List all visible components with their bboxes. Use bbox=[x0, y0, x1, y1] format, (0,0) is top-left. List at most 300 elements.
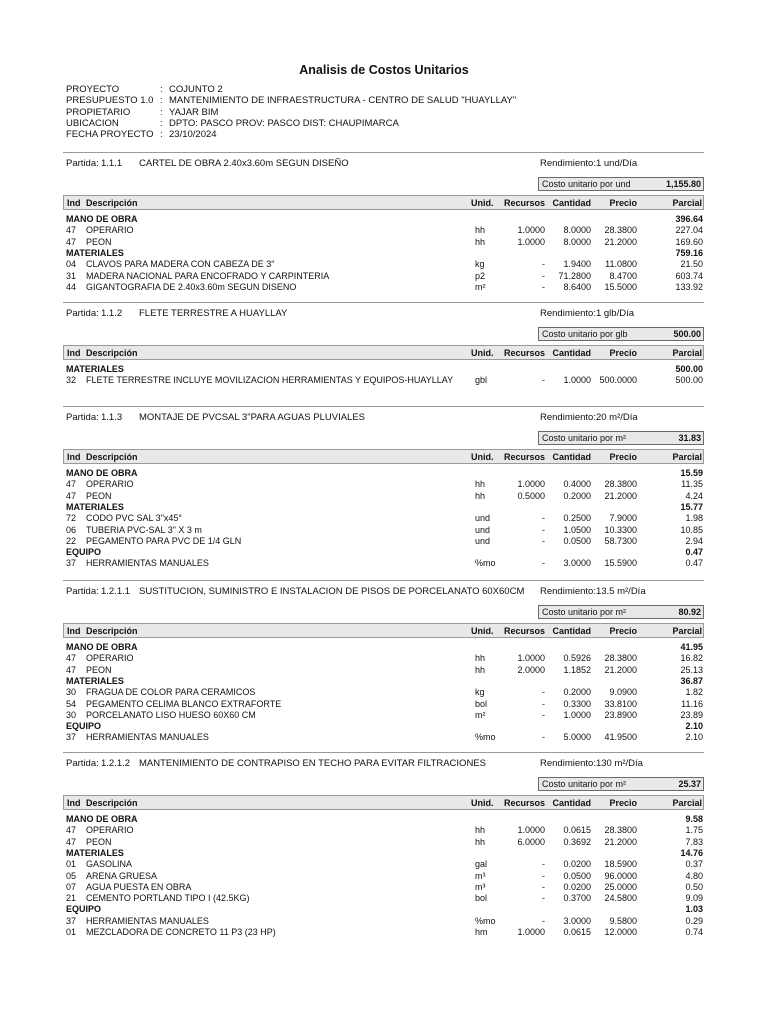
item-precio: 28.3800 bbox=[604, 825, 637, 836]
item-precio: 23.8900 bbox=[604, 709, 637, 720]
item-description: PEON bbox=[86, 664, 112, 675]
partida-heading bbox=[66, 412, 365, 423]
col-precio: Precio bbox=[609, 626, 637, 636]
item-unit: hh bbox=[475, 225, 486, 236]
meta-row bbox=[66, 95, 516, 106]
item-ind: 30 bbox=[66, 709, 77, 720]
col-cantidad: Cantidad bbox=[552, 348, 591, 358]
col-ind: Ind bbox=[67, 452, 81, 462]
meta-value: COJUNTO 2 bbox=[169, 84, 223, 95]
item-precio: 21.2000 bbox=[604, 664, 637, 675]
item-ind: 37 bbox=[66, 732, 77, 743]
item-parcial: 0.37 bbox=[685, 859, 703, 870]
unit-cost-label: Costo unitario por m² bbox=[542, 433, 627, 443]
item-unit: %mo bbox=[475, 732, 496, 743]
item-description: AGUA PUESTA EN OBRA bbox=[86, 881, 192, 892]
group-name: MANO DE OBRA bbox=[66, 468, 138, 478]
item-cantidad: 0.0500 bbox=[563, 870, 591, 881]
meta-label: PRESUPUESTO 1.0 bbox=[66, 95, 154, 107]
col-unid: Unid. bbox=[471, 348, 494, 358]
meta-label: UBICACION bbox=[66, 117, 119, 129]
unit-cost-box bbox=[538, 431, 704, 445]
item-recursos: 6.0000 bbox=[517, 836, 545, 847]
item-cantidad: 8.0000 bbox=[563, 236, 591, 247]
group-subtotal: 396.64 bbox=[675, 214, 703, 224]
partida-code: 1.1.3 bbox=[101, 412, 123, 423]
table-header bbox=[63, 345, 704, 360]
col-recursos: Recursos bbox=[503, 452, 545, 462]
item-parcial: 0.47 bbox=[685, 558, 703, 569]
meta-colon: : bbox=[160, 106, 163, 118]
item-precio: 7.9000 bbox=[609, 513, 637, 524]
item-recursos: - bbox=[542, 281, 545, 292]
col-parcial: Parcial bbox=[672, 798, 702, 808]
item-description: MADERA NACIONAL PARA ENCOFRADO Y CARPINTERIA bbox=[86, 270, 330, 281]
item-ind: 44 bbox=[66, 281, 77, 292]
item-precio: 15.5000 bbox=[604, 281, 637, 292]
item-recursos: - bbox=[542, 893, 545, 904]
item-cantidad: 71.2800 bbox=[558, 270, 591, 281]
item-cantidad: 0.2500 bbox=[563, 513, 591, 524]
item-cantidad: 0.4000 bbox=[563, 479, 591, 490]
meta-value: YAJAR BIM bbox=[169, 106, 219, 118]
group-name: MANO DE OBRA bbox=[66, 814, 138, 824]
table-row bbox=[0, 479, 768, 490]
item-description: PEGAMENTO CELIMA BLANCO EXTRAFORTE bbox=[86, 698, 282, 709]
meta-label: FECHA PROYECTO bbox=[66, 129, 154, 141]
item-precio: 21.2000 bbox=[604, 836, 637, 847]
item-unit: p2 bbox=[475, 270, 486, 281]
group-name: MATERIALES bbox=[66, 501, 124, 512]
item-precio: 11.0800 bbox=[605, 259, 637, 270]
item-cantidad: 0.2000 bbox=[563, 687, 591, 698]
group-subtotal: 41.95 bbox=[680, 642, 703, 652]
partida-rendimiento: Rendimiento:1 und/Día bbox=[540, 158, 638, 169]
item-ind: 47 bbox=[66, 225, 77, 236]
col-parcial: Parcial bbox=[672, 626, 702, 636]
meta-row bbox=[66, 107, 516, 118]
item-ind: 47 bbox=[66, 479, 77, 490]
partida-separator bbox=[63, 406, 704, 407]
item-precio: 96.0000 bbox=[604, 870, 637, 881]
item-recursos: 0.5000 bbox=[517, 490, 545, 501]
table-row bbox=[0, 732, 768, 743]
col-unid: Unid. bbox=[471, 798, 494, 808]
col-recursos: Recursos bbox=[503, 198, 545, 208]
item-ind: 32 bbox=[66, 375, 77, 386]
group-subtotal: 2.10 bbox=[685, 721, 703, 732]
group-subtotal: 1.03 bbox=[685, 904, 703, 915]
item-recursos: - bbox=[542, 558, 545, 569]
group-name: EQUIPO bbox=[66, 547, 102, 558]
item-precio: 33.8100 bbox=[604, 698, 637, 709]
partida-code: 1.1.2 bbox=[101, 308, 123, 319]
item-precio: 18.5900 bbox=[604, 859, 637, 870]
partida-heading bbox=[66, 758, 486, 769]
table-header bbox=[63, 795, 704, 810]
meta-value: 23/10/2024 bbox=[169, 129, 217, 141]
item-precio: 15.5900 bbox=[604, 558, 637, 569]
item-description: PEGAMENTO PARA PVC DE 1/4 GLN bbox=[86, 535, 242, 546]
table-row bbox=[0, 665, 768, 676]
table-row bbox=[0, 375, 768, 386]
col-unid: Unid. bbox=[471, 198, 494, 208]
item-unit: hm bbox=[475, 927, 488, 937]
item-ind: 01 bbox=[66, 927, 77, 937]
group-row bbox=[0, 364, 768, 375]
partida-label: Partida: bbox=[66, 308, 99, 319]
unit-cost-label: Costo unitario por m² bbox=[542, 607, 627, 617]
table-row bbox=[0, 687, 768, 698]
partida-heading bbox=[66, 158, 349, 169]
item-precio: 28.3800 bbox=[604, 479, 637, 490]
partida-label: Partida: bbox=[66, 586, 99, 597]
item-cantidad: 3.0000 bbox=[563, 558, 591, 569]
item-recursos: - bbox=[542, 687, 545, 698]
item-parcial: 4.80 bbox=[685, 870, 703, 881]
item-description: OPERARIO bbox=[86, 653, 134, 664]
item-unit: %mo bbox=[475, 558, 496, 569]
group-name: EQUIPO bbox=[66, 904, 102, 915]
table-row bbox=[0, 871, 768, 882]
item-recursos: - bbox=[542, 698, 545, 709]
item-precio: 9.0900 bbox=[609, 687, 637, 698]
col-precio: Precio bbox=[609, 198, 637, 208]
item-recursos: - bbox=[542, 859, 545, 870]
item-unit: hh bbox=[475, 825, 486, 836]
item-parcial: 23.89 bbox=[680, 709, 703, 720]
table-row bbox=[0, 893, 768, 904]
table-header bbox=[63, 449, 704, 464]
item-ind: 05 bbox=[66, 870, 77, 881]
item-recursos: - bbox=[542, 870, 545, 881]
unit-cost-value: 31.83 bbox=[678, 433, 701, 443]
group-subtotal: 36.87 bbox=[680, 675, 703, 686]
item-ind: 47 bbox=[66, 836, 77, 847]
item-ind: 07 bbox=[66, 881, 77, 892]
col-desc: Descripción bbox=[86, 626, 138, 636]
item-ind: 37 bbox=[66, 915, 77, 926]
item-cantidad: 0.0615 bbox=[563, 825, 591, 836]
unit-cost-box bbox=[538, 177, 704, 191]
item-ind: 31 bbox=[66, 270, 77, 281]
item-unit: hh bbox=[475, 664, 486, 675]
item-ind: 06 bbox=[66, 524, 77, 535]
item-description: GASOLINA bbox=[86, 859, 133, 870]
partida-heading bbox=[66, 308, 287, 319]
item-unit: m² bbox=[475, 709, 486, 720]
item-parcial: 1.82 bbox=[685, 687, 703, 698]
table-row bbox=[0, 237, 768, 248]
table-row bbox=[0, 491, 768, 502]
item-cantidad: 3.0000 bbox=[563, 915, 591, 926]
partida-name: SUSTITUCION, SUMINISTRO E INSTALACION DE PISOS DE PORCELANATO 60X60CM bbox=[139, 586, 525, 597]
meta-colon: : bbox=[160, 84, 163, 95]
item-unit: hh bbox=[475, 653, 486, 664]
partida-separator bbox=[63, 752, 704, 753]
table-header bbox=[63, 195, 704, 210]
col-desc: Descripción bbox=[86, 798, 138, 808]
item-parcial: 603.74 bbox=[675, 270, 703, 281]
col-precio: Precio bbox=[609, 348, 637, 358]
item-recursos: 2.0000 bbox=[517, 664, 545, 675]
item-cantidad: 0.3300 bbox=[563, 698, 591, 709]
item-cantidad: 0.0500 bbox=[563, 535, 591, 546]
item-unit: hh bbox=[475, 490, 486, 501]
group-name: EQUIPO bbox=[66, 721, 102, 732]
item-parcial: 7.83 bbox=[685, 836, 703, 847]
col-precio: Precio bbox=[609, 452, 637, 462]
group-row bbox=[0, 642, 768, 653]
col-desc: Descripción bbox=[86, 452, 138, 462]
item-recursos: - bbox=[542, 524, 545, 535]
item-parcial: 169.60 bbox=[675, 236, 703, 247]
item-description: OPERARIO bbox=[86, 225, 134, 236]
group-row bbox=[0, 721, 768, 732]
item-recursos: - bbox=[542, 709, 545, 720]
item-description: CODO PVC SAL 3"x45° bbox=[86, 513, 182, 524]
item-ind: 01 bbox=[66, 859, 77, 870]
item-cantidad: 1.0000 bbox=[563, 375, 591, 386]
unit-cost-value: 80.92 bbox=[678, 607, 701, 617]
item-precio: 10.3300 bbox=[604, 524, 637, 535]
item-cantidad: 0.3692 bbox=[563, 836, 591, 847]
partida-code: 1.2.1.2 bbox=[101, 758, 131, 769]
partida-code: 1.2.1.1 bbox=[101, 586, 131, 597]
item-unit: hh bbox=[475, 479, 486, 490]
col-ind: Ind bbox=[67, 626, 81, 636]
item-recursos: 1.0000 bbox=[517, 653, 545, 664]
partida-separator bbox=[63, 152, 704, 153]
item-cantidad: 0.0200 bbox=[563, 881, 591, 892]
item-ind: 47 bbox=[66, 664, 77, 675]
item-ind: 21 bbox=[66, 893, 77, 904]
group-subtotal: 0.47 bbox=[685, 547, 703, 558]
table-row bbox=[0, 259, 768, 270]
item-recursos: - bbox=[542, 513, 545, 524]
group-name: MATERIALES bbox=[66, 847, 124, 858]
table-header bbox=[63, 623, 704, 638]
item-ind: 47 bbox=[66, 653, 77, 664]
partida-name: MANTENIMIENTO DE CONTRAPISO EN TECHO PARA EVITAR FILTRACIONES bbox=[139, 758, 486, 769]
item-recursos: - bbox=[542, 915, 545, 926]
item-cantidad: 1.0000 bbox=[563, 709, 591, 720]
table-row bbox=[0, 271, 768, 282]
item-parcial: 227.04 bbox=[675, 225, 703, 236]
item-description: MEZCLADORA DE CONCRETO 11 P3 (23 HP) bbox=[86, 927, 276, 937]
meta-row bbox=[66, 129, 516, 140]
unit-cost-box bbox=[538, 605, 704, 619]
item-cantidad: 1.9400 bbox=[563, 259, 591, 270]
item-cantidad: 0.0200 bbox=[563, 859, 591, 870]
item-precio: 28.3800 bbox=[604, 653, 637, 664]
table-row bbox=[0, 859, 768, 870]
group-subtotal: 9.58 bbox=[685, 814, 703, 824]
col-cantidad: Cantidad bbox=[552, 452, 591, 462]
item-unit: hh bbox=[475, 236, 486, 247]
table-row bbox=[0, 916, 768, 927]
item-unit: m³ bbox=[475, 881, 486, 892]
table-row bbox=[0, 699, 768, 710]
col-ind: Ind bbox=[67, 198, 81, 208]
item-parcial: 11.35 bbox=[681, 479, 703, 490]
col-unid: Unid. bbox=[471, 452, 494, 462]
group-name: MATERIALES bbox=[66, 247, 124, 258]
item-description: TUBERIA PVC-SAL 3" X 3 m bbox=[86, 524, 202, 535]
table-row bbox=[0, 837, 768, 848]
item-ind: 72 bbox=[66, 513, 77, 524]
col-parcial: Parcial bbox=[672, 452, 702, 462]
partida-code: 1.1.1 bbox=[101, 158, 123, 169]
item-precio: 41.9500 bbox=[604, 732, 637, 743]
item-recursos: - bbox=[542, 270, 545, 281]
group-name: MATERIALES bbox=[66, 364, 124, 374]
project-meta bbox=[66, 84, 516, 140]
item-precio: 58.7300 bbox=[604, 535, 637, 546]
item-parcial: 0.50 bbox=[685, 881, 703, 892]
item-precio: 8.4700 bbox=[609, 270, 637, 281]
item-parcial: 9.09 bbox=[685, 893, 703, 904]
item-recursos: 1.0000 bbox=[517, 236, 545, 247]
meta-row bbox=[66, 84, 516, 95]
item-description: ARENA GRUESA bbox=[86, 870, 158, 881]
item-unit: und bbox=[475, 524, 491, 535]
meta-value: DPTO: PASCO PROV: PASCO DIST: CHAUPIMARCA bbox=[169, 117, 399, 129]
partida-name: FLETE TERRESTRE A HUAYLLAY bbox=[139, 308, 288, 319]
partida-separator bbox=[63, 580, 704, 581]
item-recursos: 1.0000 bbox=[517, 927, 545, 937]
partida-separator bbox=[63, 302, 704, 303]
col-cantidad: Cantidad bbox=[552, 798, 591, 808]
unit-cost-value: 25.37 bbox=[678, 779, 701, 789]
group-name: MANO DE OBRA bbox=[66, 642, 138, 652]
item-precio: 500.0000 bbox=[599, 375, 637, 386]
item-unit: und bbox=[475, 513, 491, 524]
partida-rendimiento: Rendimiento:1 glb/Día bbox=[540, 308, 634, 319]
group-name: MANO DE OBRA bbox=[66, 214, 138, 224]
table-row bbox=[0, 558, 768, 569]
meta-value: MANTENIMIENTO DE INFRAESTRUCTURA - CENTRO DE SALUD "HUAYLLAY" bbox=[169, 95, 517, 107]
partida-heading bbox=[66, 586, 524, 597]
item-description: PORCELANATO LISO HUESO 60X60 CM bbox=[86, 709, 256, 720]
item-ind: 47 bbox=[66, 825, 77, 836]
group-row bbox=[0, 502, 768, 513]
meta-colon: : bbox=[160, 117, 163, 129]
col-precio: Precio bbox=[609, 798, 637, 808]
table-row bbox=[0, 710, 768, 721]
table-row bbox=[0, 282, 768, 293]
item-description: HERRAMIENTAS MANUALES bbox=[86, 915, 209, 926]
partida-label: Partida: bbox=[66, 158, 99, 169]
col-desc: Descripción bbox=[86, 198, 138, 208]
item-unit: bol bbox=[475, 698, 488, 709]
table-row bbox=[0, 525, 768, 536]
table-row bbox=[0, 536, 768, 547]
item-ind: 47 bbox=[66, 236, 77, 247]
item-parcial: 500.00 bbox=[675, 375, 703, 386]
item-cantidad: 8.0000 bbox=[563, 225, 591, 236]
item-parcial: 133.92 bbox=[675, 281, 703, 292]
item-parcial: 10.85 bbox=[680, 524, 703, 535]
item-parcial: 11.16 bbox=[681, 698, 703, 709]
item-parcial: 4.24 bbox=[685, 490, 703, 501]
item-description: FLETE TERRESTRE INCLUYE MOVILIZACION HERRAMIENTAS Y EQUIPOS-HUAYLLAY bbox=[86, 375, 454, 386]
item-description: CLAVOS PARA MADERA CON CABEZA DE 3" bbox=[86, 259, 275, 270]
item-description: CEMENTO PORTLAND TIPO I (42.5KG) bbox=[86, 893, 250, 904]
unit-cost-value: 500.00 bbox=[673, 329, 701, 339]
item-parcial: 2.10 bbox=[685, 732, 703, 743]
item-description: PEON bbox=[86, 490, 112, 501]
meta-colon: : bbox=[160, 95, 163, 107]
group-row bbox=[0, 676, 768, 687]
item-precio: 28.3800 bbox=[604, 225, 637, 236]
meta-colon: : bbox=[160, 129, 163, 141]
item-ind: 47 bbox=[66, 490, 77, 501]
item-description: FRAGUA DE COLOR PARA CERAMICOS bbox=[86, 687, 256, 698]
unit-cost-label: Costo unitario por m² bbox=[542, 779, 627, 789]
item-unit: gal bbox=[475, 859, 488, 870]
item-precio: 21.2000 bbox=[604, 236, 637, 247]
item-recursos: - bbox=[542, 535, 545, 546]
group-row bbox=[0, 814, 768, 825]
partida-rendimiento: Rendimiento:13.5 m²/Día bbox=[540, 586, 646, 597]
item-recursos: - bbox=[542, 732, 545, 743]
group-subtotal: 759.16 bbox=[675, 247, 703, 258]
item-recursos: 1.0000 bbox=[517, 225, 545, 236]
item-cantidad: 0.2000 bbox=[563, 490, 591, 501]
partida-label: Partida: bbox=[66, 412, 99, 423]
item-parcial: 25.13 bbox=[680, 664, 703, 675]
table-row bbox=[0, 513, 768, 524]
item-parcial: 16.82 bbox=[680, 653, 703, 664]
group-name: MATERIALES bbox=[66, 675, 124, 686]
document-title: Analisis de Costos Unitarios bbox=[299, 63, 469, 77]
meta-label: PROPIETARIO bbox=[66, 106, 131, 118]
item-precio: 9.5800 bbox=[609, 915, 637, 926]
col-recursos: Recursos bbox=[503, 626, 545, 636]
partida-name: CARTEL DE OBRA 2.40x3.60m SEGUN DISEÑO bbox=[139, 158, 349, 169]
item-cantidad: 1.1852 bbox=[563, 664, 591, 675]
group-subtotal: 15.59 bbox=[680, 468, 703, 478]
item-precio: 12.0000 bbox=[604, 927, 637, 937]
item-ind: 54 bbox=[66, 698, 77, 709]
col-unid: Unid. bbox=[471, 626, 494, 636]
item-unit: bol bbox=[475, 893, 488, 904]
item-parcial: 0.74 bbox=[685, 927, 703, 937]
meta-label: PROYECTO bbox=[66, 84, 120, 95]
item-unit: %mo bbox=[475, 915, 496, 926]
item-description: HERRAMIENTAS MANUALES bbox=[86, 558, 209, 569]
item-parcial: 0.29 bbox=[685, 915, 703, 926]
col-parcial: Parcial bbox=[672, 348, 702, 358]
item-description: OPERARIO bbox=[86, 825, 134, 836]
partida-rendimiento: Rendimiento:20 m²/Día bbox=[540, 412, 638, 423]
table-row bbox=[0, 653, 768, 664]
item-cantidad: 0.0615 bbox=[563, 927, 591, 937]
item-cantidad: 1.0500 bbox=[563, 524, 591, 535]
group-row bbox=[0, 248, 768, 259]
item-unit: kg bbox=[475, 259, 485, 270]
item-recursos: 1.0000 bbox=[517, 479, 545, 490]
item-recursos: - bbox=[542, 881, 545, 892]
group-row bbox=[0, 547, 768, 558]
item-parcial: 21.50 bbox=[680, 259, 703, 270]
col-parcial: Parcial bbox=[672, 198, 702, 208]
col-recursos: Recursos bbox=[503, 798, 545, 808]
item-precio: 21.2000 bbox=[604, 490, 637, 501]
item-unit: und bbox=[475, 535, 491, 546]
item-recursos: - bbox=[542, 259, 545, 270]
